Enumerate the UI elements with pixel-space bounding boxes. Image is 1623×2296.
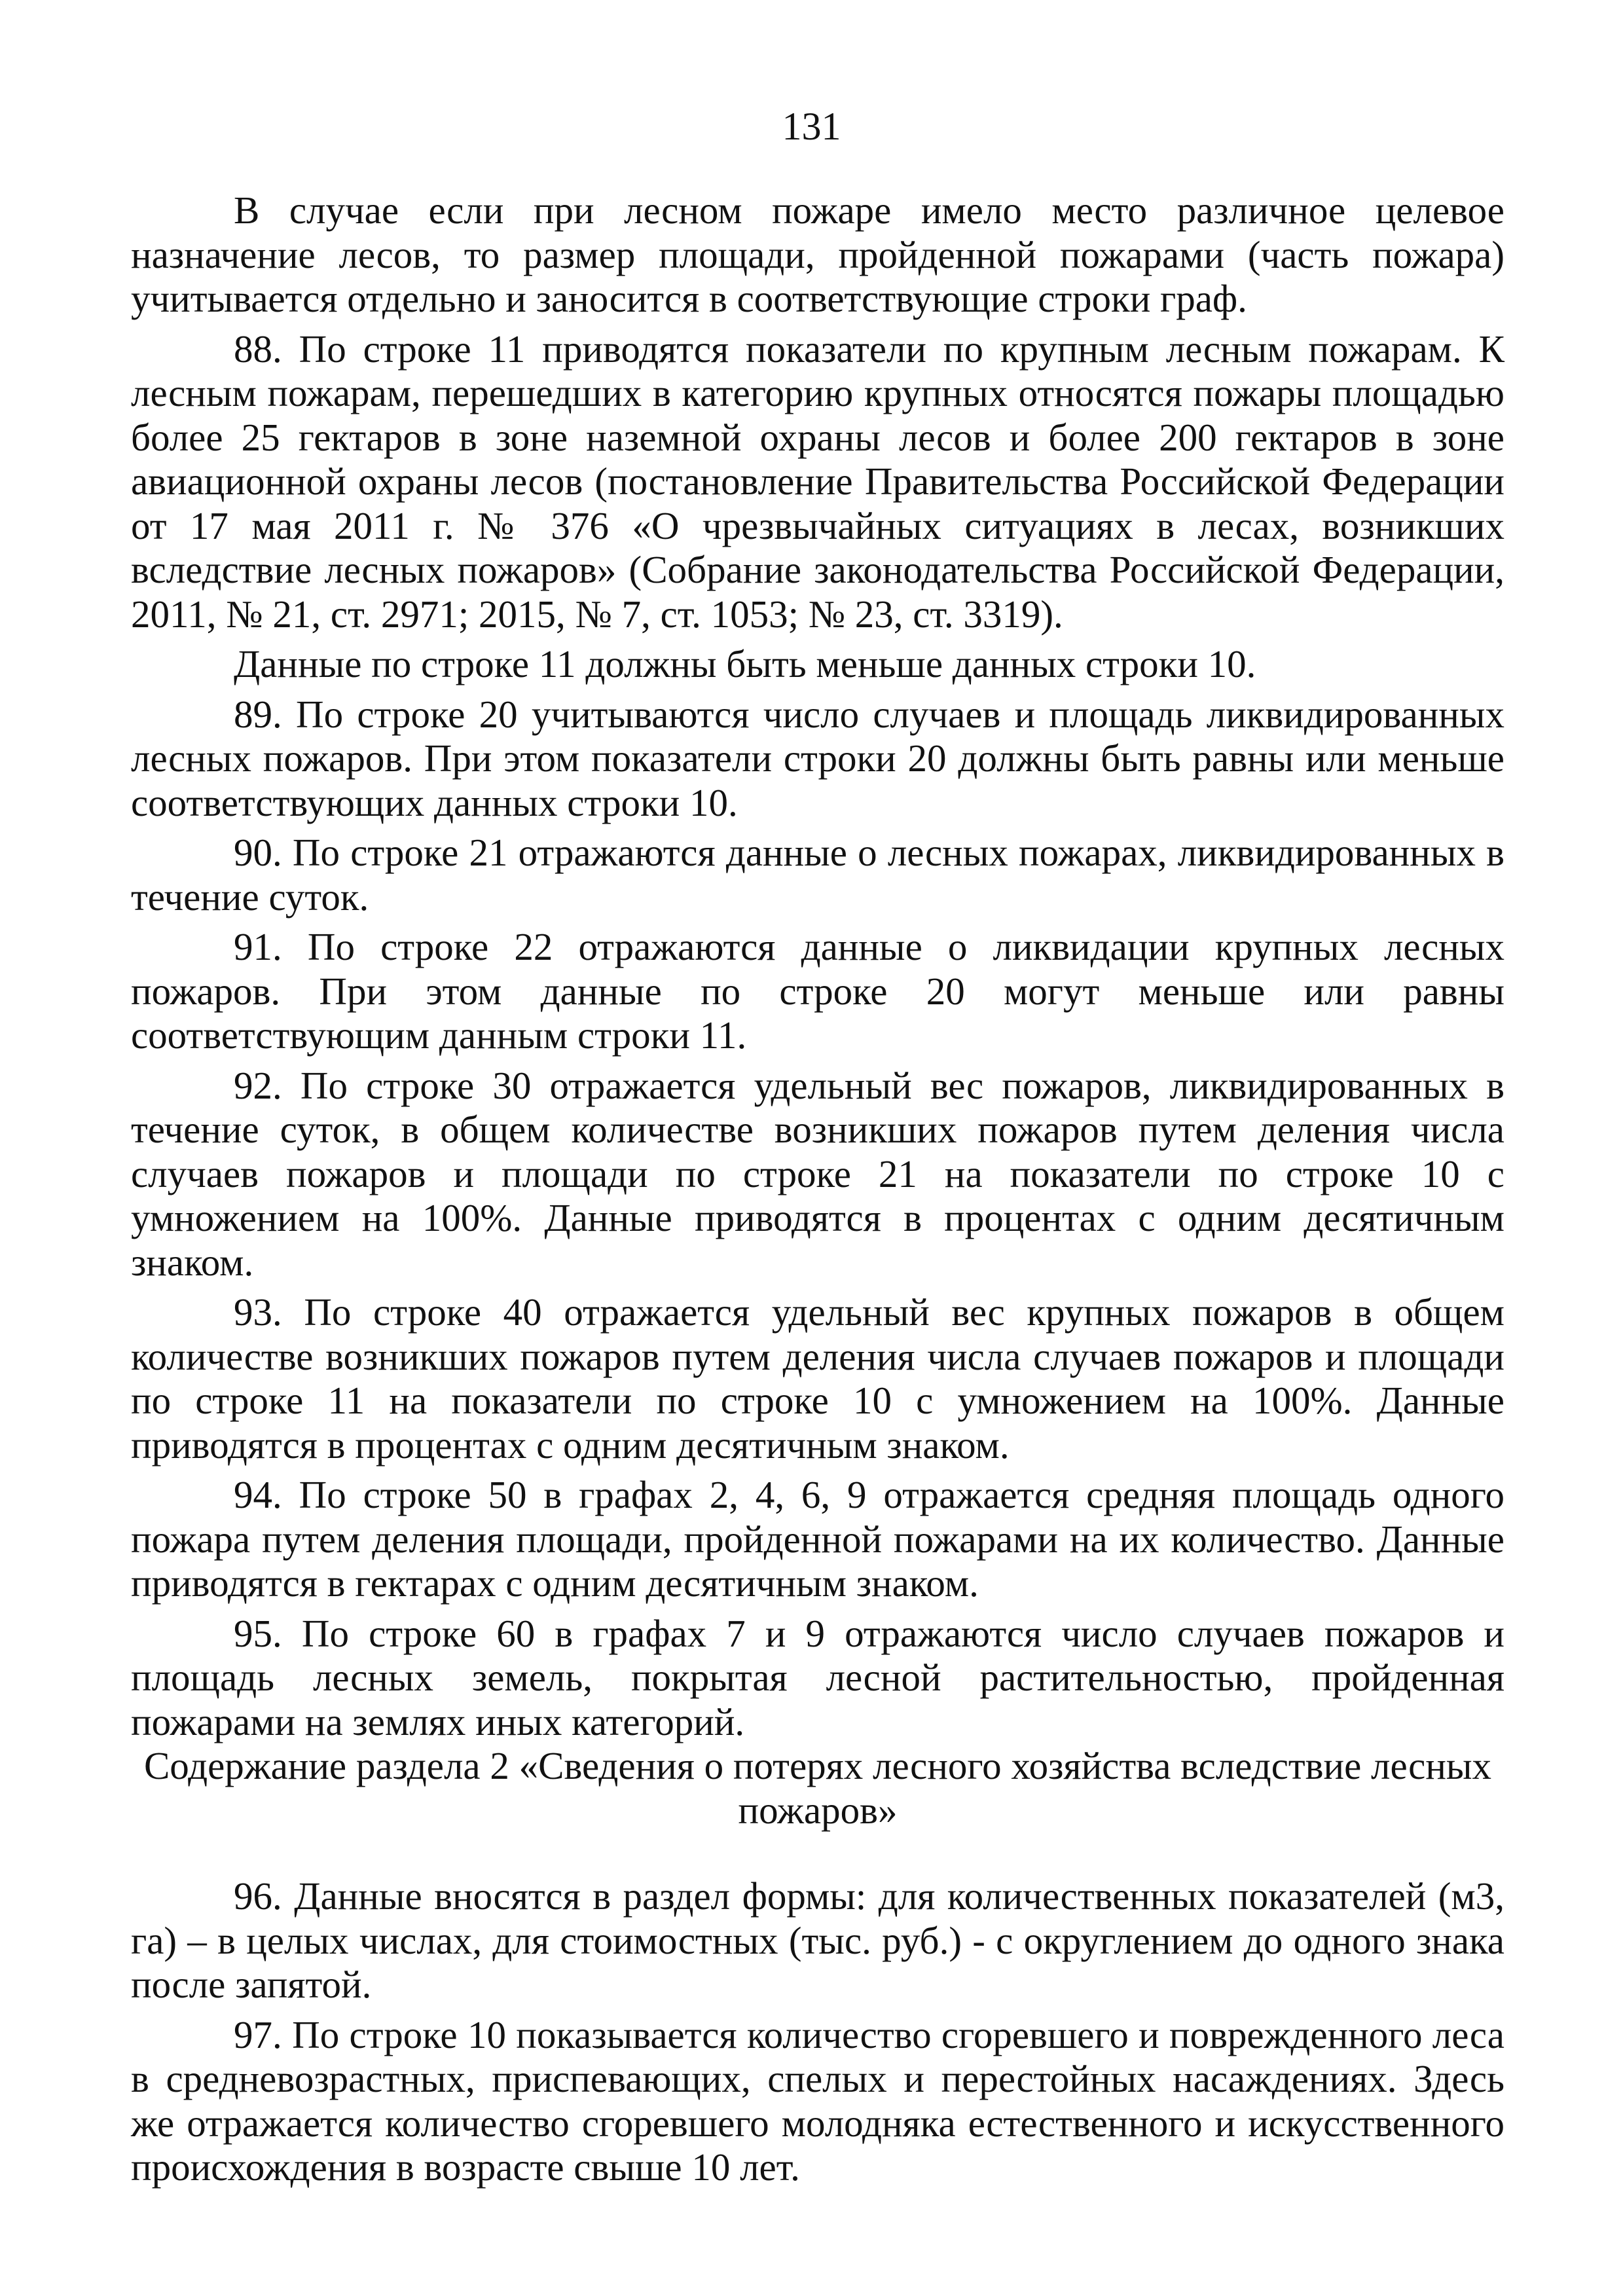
- paragraph-88-note: Данные по строке 11 должны быть меньше данных строки 10.: [234, 642, 1256, 685]
- paragraph-90: 90. По строке 21 отражаются данные о лесных пожарах, ликвидированных в течение суток.: [131, 831, 1504, 919]
- page-number: 131: [782, 105, 841, 148]
- paragraph-89: 89. По строке 20 учитываются число случаев и площадь ликвидированных лесных пожаров. При этом показатели строки 20 должны быть равны или меньше соответствующих данных строки 10.: [131, 692, 1504, 824]
- paragraph-93: 93. По строке 40 отражается удельный вес крупных пожаров в общем количестве возникших пожаров путем деления числа случаев пожаров и площади по строке 11 на показатели по строке 10 с умножением на 100%. Данные приводятся в процентах с одним десятичным знаком.: [131, 1290, 1504, 1467]
- document-body: [131, 189, 1504, 2190]
- paragraph-92: 92. По строке 30 отражается удельный вес пожаров, ликвидированных в течение суток, в общем количестве возникших пожаров путем деления числа случаев пожаров и площади по строке 21 на показатели по строке 10 с умножением на 100%. Данные приводятся в процентах с одним десятичным знаком.: [131, 1063, 1504, 1284]
- paragraph-96: 96. Данные вносятся в раздел формы: для количественных показателей (м3, га) – в целых числах, для стоимостных (тыс. руб.) - с округлением до одного знака после запятой.: [131, 1874, 1504, 2006]
- paragraph-95: 95. По строке 60 в графах 7 и 9 отражаются число случаев пожаров и площадь лесных земель, покрытая лесной растительностью, пройденная пожарами на землях иных категорий.: [131, 1611, 1504, 1743]
- paragraph-intro: В случае если при лесном пожаре имело место различное целевое назначение лесов, то размер площади, пройденной пожарами (часть пожара) учитывается отдельно и заносится в соответствующие строки граф.: [131, 189, 1504, 320]
- paragraph-97: 97. По строке 10 показывается количество сгоревшего и поврежденного леса в средневозрастных, приспевающих, спелых и перестойных насаждениях. Здесь же отражается количество сгоревшего молодняка естественного и искусственного происхождения в возрасте свыше 10 лет.: [131, 2013, 1504, 2189]
- section-heading: Содержание раздела 2 «Сведения о потерях лесного хозяйства вследствие лесных пожаров»: [143, 1744, 1492, 1832]
- paragraph-88: 88. По строке 11 приводятся показатели по крупным лесным пожарам. К лесным пожарам, перешедших в категорию крупных относятся пожары площадью более 25 гектаров в зоне наземной охраны лесов и более 200 гектаров в зоне авиационной охраны лесов (постановление Правительства Российской Федерации от 17 мая 2011 г. № 376 «О чрезвычайных ситуациях в лесах, возникших вследствие лесных пожаров» (Собрание законодательства Российской Федерации, 2011, № 21, ст. 2971; 2015, № 7, ст. 1053; № 23, ст. 3319).: [131, 327, 1504, 636]
- paragraph-94: 94. По строке 50 в графах 2, 4, 6, 9 отражается средняя площадь одного пожара путем деления площади, пройденной пожарами на их количество. Данные приводятся в гектарах с одним десятичным знаком.: [131, 1473, 1504, 1605]
- paragraph-91: 91. По строке 22 отражаются данные о ликвидации крупных лесных пожаров. При этом данные по строке 20 могут меньше или равны соответствующим данным строки 11.: [131, 925, 1504, 1057]
